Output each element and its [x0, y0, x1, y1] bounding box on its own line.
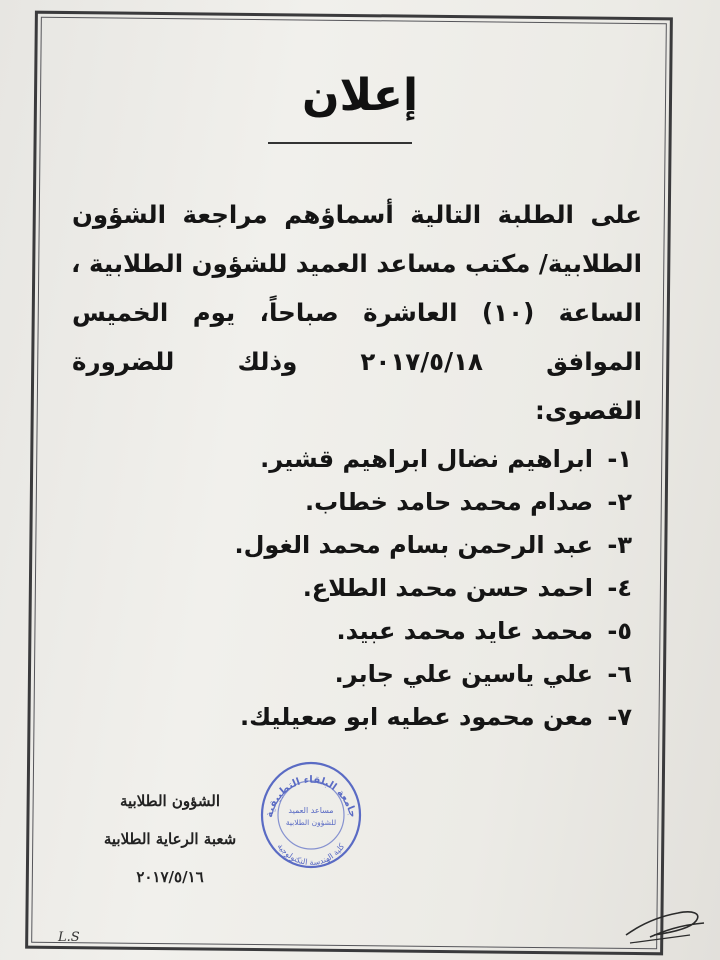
- list-item: [172, 438, 632, 481]
- svg-text:كلية الهندسة التكنولوجية: [276, 842, 347, 867]
- student-name: علي ياسين علي جابر.: [334, 660, 594, 688]
- list-number: ٣-: [607, 531, 632, 559]
- notice-title: إعلان: [301, 70, 419, 121]
- list-number: ٢-: [607, 488, 632, 516]
- initials-mark: L.S: [58, 930, 80, 945]
- list-number: ٧-: [607, 703, 632, 731]
- list-item: [172, 567, 632, 610]
- issue-date: ٢٠١٧/٥/١٦: [136, 868, 204, 886]
- list-item: [172, 610, 632, 653]
- student-name: عبد الرحمن بسام محمد الغول.: [234, 531, 594, 559]
- stamp-center-line-2: للشؤون الطلابية: [285, 818, 337, 827]
- stamp-center-line-1: مساعد العميد: [288, 806, 334, 815]
- student-list: [172, 438, 632, 739]
- body-line: على الطلبة التالية أسماؤهم مراجعة الشؤون: [72, 200, 642, 229]
- body-line: الطلابية/ مكتب مساعد العميد للشؤون الطلابية ،: [71, 249, 642, 278]
- student-name: صدام محمد حامد خطاب.: [305, 488, 594, 516]
- list-number: ٤-: [607, 574, 632, 602]
- issuing-office: [70, 782, 270, 896]
- list-number: ٥-: [607, 617, 632, 645]
- list-number: ١-: [607, 445, 632, 473]
- office-line-2: شعبة الرعاية الطلابية: [103, 830, 237, 848]
- university-stamp: [258, 757, 364, 869]
- list-item: [172, 524, 632, 567]
- student-name: ابراهيم نضال ابراهيم قشير.: [260, 445, 594, 473]
- list-item: [172, 481, 632, 524]
- body-line: الساعة (١٠) العاشرة صباحاً، يوم الخميس: [72, 298, 642, 327]
- list-item: [172, 696, 632, 739]
- office-line-1: الشؤون الطلابية: [119, 792, 221, 810]
- title-underline: [268, 142, 412, 144]
- student-name: محمد عايد محمد عبيد.: [336, 617, 594, 645]
- body-line: القصوى:: [535, 396, 642, 425]
- signature-mark: [620, 895, 710, 950]
- student-name: احمد حسن محمد الطلاع.: [302, 574, 594, 602]
- list-number: ٦-: [607, 660, 632, 688]
- body-line: الموافق ٢٠١٧/٥/١٨ وذلك للضرورة: [72, 347, 642, 376]
- student-name: معن محمود عطيه ابو صعيليك.: [239, 703, 594, 731]
- list-item: [172, 653, 632, 696]
- stamp-outer-text: جامعة البلقاء التطبيقية: [263, 774, 359, 819]
- notice-body: [72, 190, 642, 435]
- stamp-bottom-text: كلية الهندسة التكنولوجية: [275, 841, 347, 868]
